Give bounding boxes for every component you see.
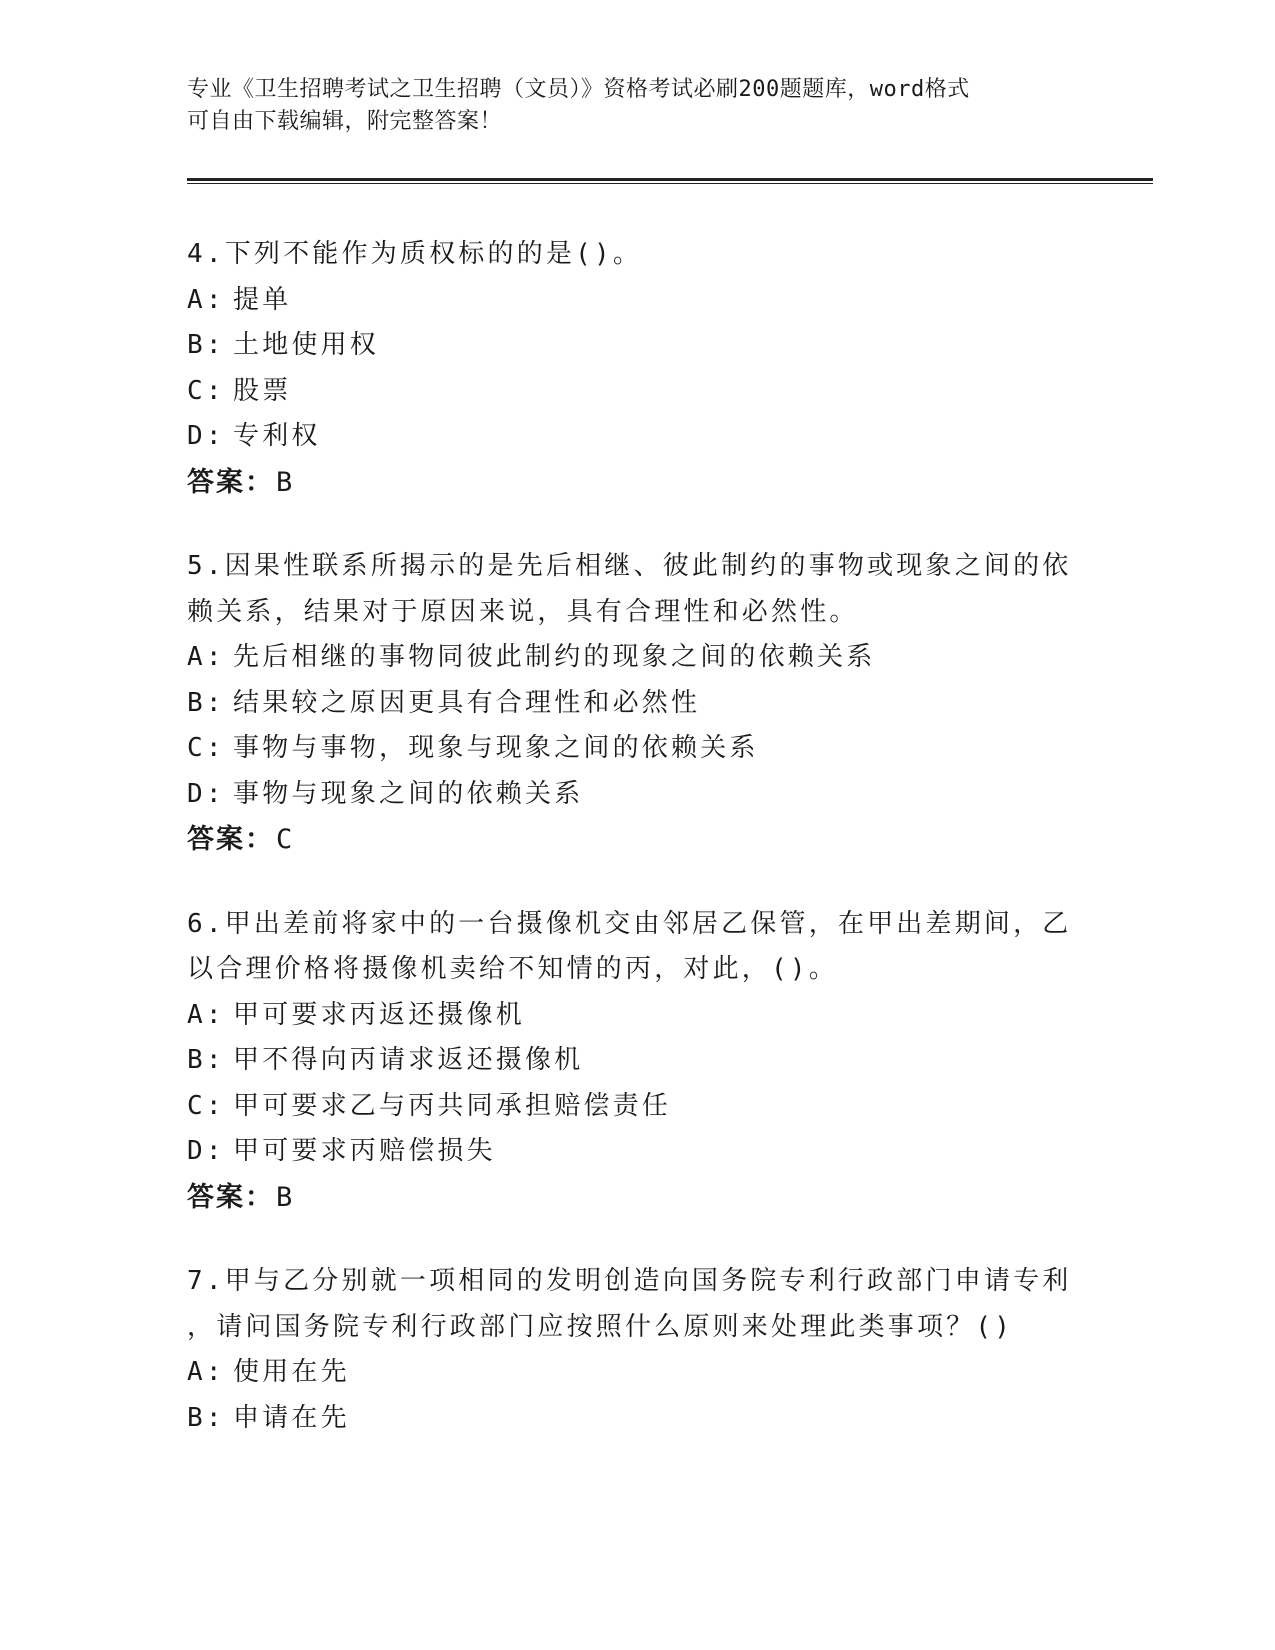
option-d — [187, 414, 1067, 460]
question-stem-line: 4.下列不能作为质权标的的是()。 — [187, 239, 643, 269]
option-letter: A: — [187, 999, 225, 1030]
question-stem — [187, 232, 1067, 278]
option-letter: C: — [187, 733, 225, 763]
option-text: 股票 — [233, 375, 292, 406]
answer-label: 答案： — [187, 824, 274, 855]
question-4 — [187, 232, 1067, 505]
option-a — [187, 993, 1067, 1039]
option-a — [187, 635, 1067, 681]
option-letter: C: — [187, 1090, 225, 1121]
option-b — [187, 681, 1067, 727]
question-stem-line: 以合理价格将摄像机卖给不知情的丙，对此，()。 — [187, 954, 838, 984]
option-text: 土地使用权 — [233, 330, 380, 360]
option-text: 甲可要求丙赔偿损失 — [233, 1136, 496, 1166]
answer-line — [187, 817, 1067, 863]
question-stem-line: 5.因果性联系所揭示的是先后相继、彼此制约的事物或现象之间的依 — [187, 551, 1072, 581]
option-c — [187, 369, 1067, 415]
question-5 — [187, 544, 1072, 863]
header-divider-thick — [187, 178, 1153, 181]
option-text: 甲不得向丙请求返还摄像机 — [233, 1045, 584, 1075]
option-text: 先后相继的事物同彼此制约的现象之间的依赖关系 — [233, 642, 876, 672]
question-7 — [187, 1259, 1072, 1441]
option-b — [187, 1396, 1067, 1442]
option-letter: D: — [187, 421, 225, 451]
question-stem-line: ，请问国务院专利行政部门应按照什么原则来处理此类事项？() — [187, 1311, 1014, 1342]
answer-value: C — [276, 824, 293, 855]
question-stem-line: 赖关系，结果对于原因来说，具有合理性和必然性。 — [187, 596, 859, 627]
document-header — [187, 74, 1067, 138]
option-letter: B: — [187, 330, 225, 360]
option-letter: B: — [187, 687, 225, 718]
option-text: 使用在先 — [233, 1357, 350, 1387]
question-6 — [187, 902, 1072, 1221]
option-c — [187, 1084, 1067, 1130]
answer-value: B — [276, 466, 293, 498]
answer-label: 答案： — [187, 466, 274, 498]
option-b — [187, 1038, 1067, 1084]
option-letter: A: — [187, 642, 225, 672]
option-text: 提单 — [233, 284, 292, 315]
option-b — [187, 323, 1067, 369]
question-stem-line: 7.甲与乙分别就一项相同的发明创造向国务院专利行政部门申请专利 — [187, 1266, 1072, 1296]
header-title-line-1: 专业《卫生招聘考试之卫生招聘（文员）》资格考试必刷200题题库，word格式 — [187, 77, 970, 102]
option-letter: C: — [187, 375, 225, 406]
option-text: 结果较之原因更具有合理性和必然性 — [233, 687, 701, 718]
option-text: 申请在先 — [233, 1402, 350, 1433]
question-list — [187, 232, 1072, 1480]
option-letter: A: — [187, 284, 225, 315]
option-text: 事物与现象之间的依赖关系 — [233, 778, 584, 809]
option-d — [187, 772, 1067, 818]
option-letter: D: — [187, 778, 225, 809]
answer-value: B — [276, 1181, 293, 1213]
option-letter: B: — [187, 1402, 225, 1433]
option-text: 事物与事物，现象与现象之间的依赖关系 — [233, 733, 759, 763]
option-text: 甲可要求丙返还摄像机 — [233, 999, 526, 1030]
header-title-line-2: 可自由下载编辑，附完整答案！ — [187, 109, 503, 134]
option-a — [187, 278, 1067, 324]
question-stem — [187, 544, 1072, 635]
question-stem — [187, 1259, 1072, 1350]
option-text: 专利权 — [233, 421, 321, 451]
option-c — [187, 726, 1067, 772]
answer-line — [187, 460, 1067, 506]
option-a — [187, 1350, 1067, 1396]
option-text: 甲可要求乙与丙共同承担赔偿责任 — [233, 1090, 672, 1121]
answer-line — [187, 1175, 1067, 1221]
option-d — [187, 1129, 1067, 1175]
question-stem — [187, 902, 1072, 993]
option-letter: D: — [187, 1136, 225, 1166]
option-letter: B: — [187, 1045, 225, 1075]
answer-label: 答案： — [187, 1181, 274, 1213]
header-divider-thin — [187, 183, 1153, 184]
option-letter: A: — [187, 1357, 225, 1387]
question-stem-line: 6.甲出差前将家中的一台摄像机交由邻居乙保管，在甲出差期间，乙 — [187, 908, 1072, 939]
